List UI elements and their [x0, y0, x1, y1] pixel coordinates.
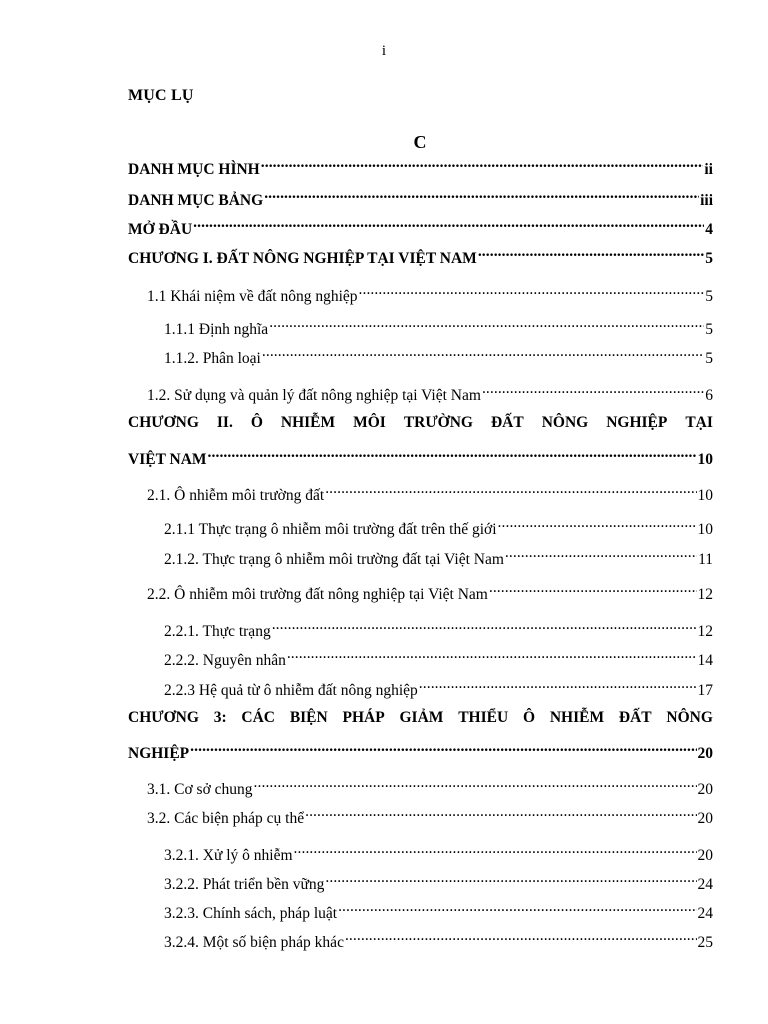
page-number: i: [381, 43, 387, 59]
toc-entry-page: 10: [697, 451, 713, 468]
toc-entry-page: 25: [697, 934, 713, 951]
toc-entry-page: 5: [705, 250, 713, 267]
toc-entry-chuong-3[interactable]: [128, 736, 713, 762]
dot-leader: [262, 341, 704, 363]
toc-entry-3-2-4[interactable]: [164, 925, 713, 951]
toc-entry-page: 12: [697, 623, 713, 640]
word: CHƯƠNG: [128, 414, 199, 431]
toc-entry-page: 10: [697, 487, 713, 504]
toc-entry-page: ii: [704, 161, 713, 178]
dot-leader: [261, 152, 704, 174]
toc-entry-label: 1.1.1 Định nghĩa: [164, 321, 269, 338]
toc-entry-page: 20: [697, 847, 713, 864]
dot-leader: [478, 241, 704, 263]
toc-entry-page: 4: [705, 221, 713, 238]
toc-entry-label: 3.1. Cơ sở chung: [147, 781, 253, 798]
dot-leader: [325, 867, 696, 889]
word: NÔNG: [666, 709, 713, 726]
toc-entry-label: 2.2.3 Hệ quả từ ô nhiễm đất nông nghiệp: [164, 682, 418, 699]
dot-leader: [254, 772, 697, 794]
word: II.: [216, 414, 233, 431]
toc-entry-page: 5: [705, 288, 713, 305]
toc-entry-label: 3.2.3. Chính sách, pháp luật: [164, 905, 338, 922]
dot-leader: [294, 838, 697, 860]
toc-entry-2-1-2[interactable]: [164, 542, 713, 568]
dot-leader: [269, 312, 704, 334]
toc-title-continuation: C: [413, 132, 427, 152]
dot-leader: [287, 643, 697, 665]
word: TẠI: [685, 414, 713, 431]
toc-entry-page: 6: [705, 387, 713, 404]
toc-entry-3-2-2[interactable]: [164, 867, 713, 893]
dot-leader: [272, 614, 697, 636]
toc-entry-page: 12: [697, 586, 713, 603]
word: ĐẤT: [490, 414, 524, 431]
toc-entry-1-1[interactable]: [147, 279, 713, 305]
toc-entry-3-2-3[interactable]: [164, 896, 713, 922]
word: Ô: [522, 709, 536, 726]
toc-entry-label: 1.1.2. Phân loại: [164, 350, 261, 367]
word: THIỂU: [458, 709, 509, 726]
toc-entry-label: DANH MỤC BẢNG: [128, 192, 264, 209]
word: CHƯƠNG: [128, 709, 199, 726]
toc-entry-chuong-2[interactable]: [128, 442, 713, 468]
dot-leader: [190, 736, 696, 758]
word: NGHIỆP: [606, 414, 668, 431]
toc-entry-page: 11: [698, 551, 713, 568]
dot-leader: [359, 279, 705, 301]
toc-entry-label: 1.1 Khái niệm về đất nông nghiệp: [147, 288, 358, 305]
word: PHÁP: [342, 709, 385, 726]
toc-entry-label: 2.2. Ô nhiễm môi trường đất nông nghiệp tại Việt Nam: [147, 586, 488, 603]
dot-leader: [489, 577, 697, 599]
toc-entry-label: 2.2.2. Nguyên nhân: [164, 652, 286, 669]
dot-leader: [419, 673, 697, 695]
toc-entry-page: 14: [697, 652, 713, 669]
word: NÔNG: [541, 414, 589, 431]
toc-entry-label: 3.2.2. Phát triển bền vững: [164, 876, 325, 893]
dot-leader: [325, 478, 696, 500]
toc-entry-page: 24: [697, 905, 713, 922]
dot-leader: [264, 183, 699, 205]
toc-entry-label: 2.1. Ô nhiễm môi trường đất: [147, 487, 325, 504]
word: TRƯỜNG: [403, 414, 473, 431]
word: BIỆN: [289, 709, 328, 726]
toc-entry-chuong-1[interactable]: [128, 241, 713, 267]
toc-entry-3-2[interactable]: [147, 801, 713, 827]
toc-entry-label: CHƯƠNG I. ĐẤT NÔNG NGHIỆP TẠI VIỆT NAM: [128, 250, 477, 267]
toc-entry-mo-dau[interactable]: [128, 212, 713, 238]
toc-entry-label: 3.2.4. Một số biện pháp khác: [164, 934, 344, 951]
dot-leader: [193, 212, 704, 234]
toc-entry-1-1-2[interactable]: [164, 341, 713, 367]
toc-entry-page: 5: [705, 350, 713, 367]
dot-leader: [482, 378, 704, 400]
toc-entry-page: iii: [700, 192, 713, 209]
toc-entry-label: 1.2. Sử dụng và quản lý đất nông nghiệp tại Việt Nam: [147, 387, 481, 404]
toc-entry-chuong-3-line1[interactable]: [128, 707, 713, 729]
dot-leader: [505, 542, 697, 564]
toc-entry-2-2-1[interactable]: [164, 614, 713, 640]
toc-entry-page: 17: [697, 682, 713, 699]
toc-entry-label: 2.2.1. Thực trạng: [164, 623, 271, 640]
toc-entry-page: 20: [697, 781, 713, 798]
toc-entry-1-2[interactable]: [147, 378, 713, 404]
toc-entry-2-1[interactable]: [147, 478, 713, 504]
toc-entry-danh-muc-hinh[interactable]: [128, 152, 713, 178]
word: NHIỄM: [549, 709, 605, 726]
word: Ô: [250, 414, 263, 431]
dot-leader: [338, 896, 696, 918]
toc-entry-2-2-2[interactable]: [164, 643, 713, 669]
toc-entry-label: VIỆT NAM: [128, 451, 207, 468]
toc-entry-danh-muc-bang[interactable]: [128, 183, 713, 209]
toc-entry-label: DANH MỤC HÌNH: [128, 161, 260, 178]
toc-entry-label: 3.2.1. Xử lý ô nhiễm: [164, 847, 293, 864]
toc-entry-label: 2.1.2. Thực trạng ô nhiễm môi trường đất tại Việt Nam: [164, 551, 504, 568]
word: NHIỄM: [280, 414, 336, 431]
word: MÔI: [353, 414, 386, 431]
toc-entry-1-1-1[interactable]: [164, 312, 713, 338]
word: 3:: [213, 709, 227, 726]
word: ĐẤT: [618, 709, 652, 726]
toc-entry-page: 10: [697, 521, 713, 538]
word: GIẢM: [399, 709, 444, 726]
toc-entry-label: 2.1.1 Thực trạng ô nhiễm môi trường đất trên thế giới: [164, 521, 497, 538]
toc-title: MỤC LỤ: [128, 87, 194, 104]
dot-leader: [305, 801, 696, 823]
toc-entry-page: 24: [697, 876, 713, 893]
dot-leader: [498, 512, 697, 534]
toc-entry-2-2[interactable]: [147, 577, 713, 603]
toc-entry-2-2-3[interactable]: [164, 673, 713, 699]
toc-entry-3-1[interactable]: [147, 772, 713, 798]
word: CÁC: [241, 709, 276, 726]
toc-entry-2-1-1[interactable]: [164, 512, 713, 538]
dot-leader: [345, 925, 697, 947]
dot-leader: [208, 442, 697, 464]
toc-entry-label: NGHIỆP: [128, 745, 190, 762]
toc-entry-page: 5: [705, 321, 713, 338]
toc-entry-page: 20: [697, 745, 713, 762]
toc-entry-chuong-2-line1[interactable]: [128, 412, 713, 434]
toc-entry-3-2-1[interactable]: [164, 838, 713, 864]
toc-entry-label: MỞ ĐẦU: [128, 221, 193, 238]
toc-entry-page: 20: [697, 810, 713, 827]
toc-entry-label: 3.2. Các biện pháp cụ thể: [147, 810, 305, 827]
